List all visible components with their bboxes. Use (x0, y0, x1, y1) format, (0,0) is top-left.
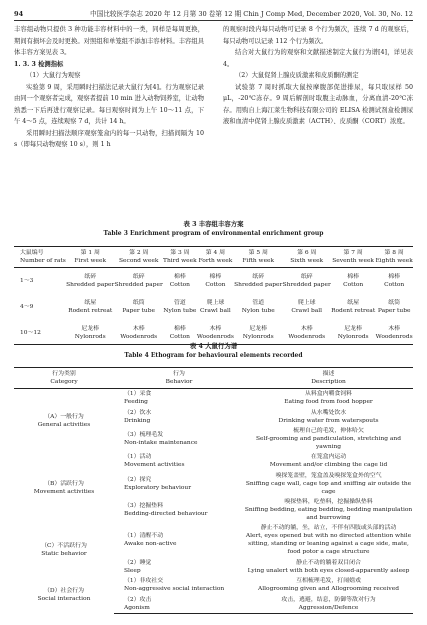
table-row (14, 389, 413, 408)
table4-description-en: Sniffing cage wall, cage top and sniffing air outside the cage (245, 480, 412, 495)
table4-behavior-en: Feeding (124, 399, 148, 406)
table3-cell-zh: 爬上球 (206, 300, 225, 306)
table3-cell-zh: 棉棒 (388, 274, 401, 280)
table3-cell (375, 268, 413, 295)
table4-header-zh: 描述 (244, 368, 413, 379)
table3-cell-en: Cotton (169, 282, 190, 288)
table3-header-en: Forth week (197, 257, 234, 268)
table4-description-zh: 静止不动的躺着双目闭合 (296, 559, 361, 566)
table4-description (244, 594, 413, 613)
paragraph: 试验第 7 周时抓取大鼠按摩腹部促进排尿，每只取尿样 50 μL，-20℃冻存。9 周后解剖时取腹主动脉血，分离血清-20℃冻存。用购自上海江莱生物科技有限公司的 ELISA 检测试剂盒检测尿液和血清中促肾上腺皮质激素（ACTH）、皮质酮（CORT）浓度。 (223, 83, 413, 125)
left-column (14, 24, 204, 151)
table3-caption-zh: 表 3 丰容组丰容方案 (183, 220, 244, 228)
table3-cell-zh: 尼龙棒 (344, 326, 362, 332)
table4-description-en: Lying unalert with both eyes closed-apparently asleep (247, 567, 410, 574)
table4-category-zh: （C）不活跃行为 (41, 542, 87, 549)
table4-description (244, 523, 413, 557)
table3-cell-zh: 纸筒 (132, 300, 145, 306)
table3-header-en: Second week (114, 257, 162, 268)
table4-behavior-zh: （2）饮水 (124, 409, 152, 416)
table3-cell-en: Woodenrods (196, 334, 234, 340)
table3-cell (331, 268, 375, 295)
table3-cell (114, 320, 162, 345)
table3-cell (163, 320, 197, 345)
table-row (14, 320, 413, 345)
table3-cell-zh: 尼龙棒 (81, 326, 100, 332)
table3-cell-en: Cotton (384, 282, 405, 288)
table3-cell-en: Shredded paper (114, 282, 163, 288)
table4-behavior-zh: （3）梳理毛发 (124, 431, 164, 438)
table4-behavior (114, 558, 244, 576)
table3-cell-zh: 管道 (173, 300, 186, 306)
paragraph: 结合对大鼠行为的观察和文献描述制定大鼠行为谱[4]，详见表 4。 (223, 49, 413, 68)
table3-cell (66, 320, 114, 345)
table4-description-en: Movement and/or climbing the cage lid (269, 462, 388, 469)
table4-header-row (14, 378, 413, 389)
table3-cell (282, 294, 330, 320)
table3-cell-en: Shredded paper (66, 282, 115, 288)
table4-behavior (114, 497, 244, 523)
table4-description-zh: 嗅探笼盖壁，笼盒盖及嗅探笼盒外的空气 (275, 472, 382, 479)
table3-header-en: Eighth week (375, 257, 413, 268)
table-row (14, 523, 413, 557)
table3-cell (234, 294, 282, 320)
table3-cell-en: Rodent retreat (68, 308, 113, 314)
table4-caption-zh: 表 4 大鼠行为谱 (189, 342, 238, 350)
page-number: 94 (14, 10, 24, 18)
table3-cell-zh: 棉棒 (209, 274, 222, 280)
table4-behavior-zh: （2）探究 (124, 476, 152, 483)
table3-cell-en: Rodent retreat (331, 308, 376, 314)
table3-cell (66, 268, 114, 295)
table4-header-en: Description (244, 378, 413, 389)
table4-caption-en: Table 4 Ethogram for behavioural elements recorded (124, 352, 303, 359)
subsection-heading: （1）大鼠行为观察 (26, 72, 81, 79)
table4-behavior-en: Sleep (124, 567, 141, 574)
table3-cell-en: Crawl ball (291, 308, 323, 314)
table3-header-zh: 第 1 周 (66, 247, 114, 258)
paragraph: 采用瞬时扫描法顺序观察笼盒内的每一只动物，扫描间隔为 10 s（即每只动物观察 10 s），则 1 h (14, 129, 204, 148)
table4-behavior-en: Non-intake maintenance (124, 439, 198, 446)
table3-cell-en: Paper tube (377, 308, 411, 314)
table3-cell (163, 294, 197, 320)
table4-behavior (114, 407, 244, 425)
table3-cell (331, 320, 375, 345)
table4-behavior-en: Drinking (124, 417, 151, 424)
right-column (223, 24, 413, 128)
table3-header-en: Number of rats (14, 257, 66, 268)
table4-description-zh: 在笼盒内运动 (310, 454, 347, 461)
table4-caption (0, 342, 427, 360)
table3-rat-group: 10～12 (14, 320, 66, 345)
table3-cell-zh: 纸碎 (300, 274, 313, 280)
paragraph: 的观察时段内每只动物可记录 8 个行为频次，连续 7 d 的观察后，每只动物可以记录 112 个行为频次。 (223, 26, 413, 45)
paragraph: 丰容组动物只提供 3 种功能丰容材料中的一类，同样是每周更换，期间有损坏会及时更换。对照组和单笼组不添加丰容材料。丰容组具体丰容方案见表 3。 (14, 26, 204, 56)
table4-behavior-en: Exploratory behaviour (124, 484, 192, 491)
table3-cell (114, 268, 162, 295)
table3-header-en: Third week (163, 257, 197, 268)
table4-category-en: Static behavior (41, 550, 87, 557)
table3-header-en: Sixth week (282, 257, 330, 268)
table4-description-en: Aggression/Defence (298, 604, 359, 611)
table4-description-en: Alert, eyes opened but with no directed attention while sitting, standing or leaning against a cage side, mate, food potor a cage structure (245, 533, 412, 556)
table4-description-en: Drinking water from waterspouts (278, 417, 379, 424)
table3-header-en: Fifth week (234, 257, 282, 268)
table3-cell (114, 294, 162, 320)
table4-description (244, 452, 413, 470)
table4-header-zh: 行为类别 (14, 368, 114, 379)
table4-behavior-zh: （1）活动 (124, 454, 152, 461)
table4-category-en: General activities (37, 421, 91, 428)
table3-cell (197, 320, 234, 345)
table4-behavior-zh: （2）攻击 (124, 596, 152, 603)
table4-behavior-en: Non-aggressive social interaction (124, 586, 225, 593)
table3-cell (197, 268, 234, 295)
table3-cell-en: Cotton (343, 282, 364, 288)
table4-behavior-en: Awake non-active (124, 541, 177, 548)
table3-cell (234, 268, 282, 295)
table3-cell-en: Shredded paper (282, 282, 331, 288)
table3-rat-group: 4～9 (20, 304, 34, 310)
table-row (14, 294, 413, 320)
table-row (14, 268, 413, 295)
table4-description-en: Self-grooming and pandiculation, stretching and yawning (255, 435, 401, 450)
table4-behavior-en: Agonism (124, 604, 150, 611)
table4 (14, 367, 413, 614)
table3-cell-zh: 纸碎 (252, 274, 265, 280)
paragraph: 实验第 9 周，采用瞬时扫描法记录大鼠行为[4]。行为观察记录由同一个观察者完成，观察者提前 10 min 进入动物饲养室，让动物熟悉一下后再进行观察记录。每日观察时间为上午 10～11 点，下午 4～5 点，连续观察 7 d，共计 14 h。 (14, 83, 204, 125)
table4-header-zh: 行为 (114, 368, 244, 379)
table3-cell-en: Paper tube (122, 308, 155, 314)
running-header (14, 8, 413, 21)
table4-description-zh: 嗅探垫料，吃垫料，挖掘操纵垫料 (284, 499, 373, 506)
table3-cell (234, 320, 282, 345)
table4-behavior (114, 389, 244, 408)
table3-header-zh: 第 2 周 (114, 247, 162, 258)
table4-description (244, 426, 413, 452)
table4-category-zh: （A）一般行为 (44, 413, 84, 420)
table4-description (244, 407, 413, 425)
table3-cell-zh: 尼龙棒 (249, 326, 268, 332)
table4-description (244, 497, 413, 523)
subsection-heading: （2）大鼠促肾上腺皮质激素和皮质酮的测定 (235, 72, 359, 79)
table3-cell-en: Crawl ball (200, 308, 231, 314)
body-columns (14, 24, 413, 214)
section-heading: 1. 3. 3 检测指标 (14, 60, 64, 68)
table4-header-row (14, 368, 413, 379)
table4-category-en: Social interaction (37, 595, 91, 602)
table3-cell (331, 294, 375, 320)
table4-category (14, 389, 114, 453)
table4-description (244, 389, 413, 408)
table3-cell (66, 294, 114, 320)
table3-header-zh: 第 4 周 (197, 247, 234, 258)
table3-cell-zh: 纸屋 (347, 300, 360, 306)
table3-cell-en: Woodenrods (288, 334, 326, 340)
table3-cell-zh: 纸碎 (132, 274, 145, 280)
table3-cell-en: Nylonrods (337, 334, 369, 340)
table4-behavior (114, 471, 244, 497)
table4-category-zh: （B）活跃行为 (44, 480, 84, 487)
table3-cell-en: Shredded paper (234, 282, 283, 288)
table3-cell-zh: 管道 (252, 300, 265, 306)
table3-cell (163, 268, 197, 295)
table3-header-zh: 大鼠编号 (14, 247, 66, 258)
table3-header-zh: 第 7 周 (331, 247, 375, 258)
table3-cell-zh: 棉棒 (173, 274, 186, 280)
table3-cell-zh: 木棒 (300, 326, 313, 332)
table3-header-en: First week (66, 257, 114, 268)
table4-behavior-zh: （3）挖掘垫料 (124, 503, 164, 510)
table3-cell-en: Woodenrods (375, 334, 413, 340)
table4-description-zh: 梳理自己的毛发，伸体哈欠 (293, 427, 364, 434)
table3-cell-en: Nylon tube (241, 308, 275, 314)
table4-behavior-zh: （2）睡觉 (124, 559, 152, 566)
table4-description-en: Allogrooming given and Allogrooming received (258, 586, 399, 593)
table3-cell-zh: 木棒 (388, 326, 401, 332)
table3-cell-zh: 木棒 (132, 326, 145, 332)
table4-description (244, 558, 413, 576)
table4-behavior (114, 576, 244, 594)
table3-cell-en: Nylon tube (163, 308, 197, 314)
table4-description-en: Sniffing bedding, eating bedding, bedding manipulation and burrowing (244, 507, 413, 522)
table3-cell-zh: 纸碎 (84, 274, 97, 280)
table4-description-zh: 静止不动的躺，坐，站立，不伴有四肢或头部的活动 (260, 525, 397, 532)
table4-behavior-zh: （1）清醒不动 (124, 533, 164, 540)
table3 (14, 246, 413, 345)
table4-behavior-zh: （1）采食 (124, 391, 152, 398)
journal-title: 中国比较医学杂志 2020 年 12 月第 30 卷第 12 期 Chin J Comp Med, December 2020, Vol. 30, No. 12 (90, 10, 413, 18)
table4-behavior (114, 452, 244, 470)
table4-description (244, 576, 413, 594)
table4-description-en: Eating food from food hopper (284, 399, 373, 406)
table3-cell (282, 320, 330, 345)
table3-cell-en: Cotton (205, 282, 226, 288)
table3-cell-zh: 棉棒 (347, 274, 360, 280)
table3-cell-en: Nylonrods (242, 334, 274, 340)
table4-header-en: Behavior (114, 378, 244, 389)
table3-cell (375, 320, 413, 345)
table4-category-en: Movement activities (33, 488, 95, 495)
table4-header-en: Category (14, 378, 114, 389)
table3-header-en: Seventh week (331, 257, 375, 268)
table3-caption (0, 220, 427, 238)
table4-behavior (114, 594, 244, 613)
table3-cell-zh: 纸筒 (388, 300, 401, 306)
table3-header-zh: 第 5 周 (234, 247, 282, 258)
table3-cell-zh: 棉棒 (173, 326, 186, 332)
table4-category (14, 576, 114, 613)
table4-category-zh: （D）社会行为 (43, 587, 85, 594)
table4-behavior (114, 523, 244, 557)
table4-category (14, 452, 114, 523)
table3-caption-en: Table 3 Enrichment program of environmental enrichment group (103, 230, 324, 237)
table3-header-row (14, 247, 413, 258)
table3-cell-zh: 木棒 (209, 326, 222, 332)
table3-cell (282, 268, 330, 295)
table4-behavior (114, 426, 244, 452)
table4-behavior-en: Movement activities (124, 462, 185, 469)
table3-cell-en: Cotton (169, 334, 190, 340)
table3-header-zh: 第 6 周 (282, 247, 330, 258)
table3-cell (197, 294, 234, 320)
table3-cell-zh: 爬上球 (297, 300, 316, 306)
table3-header-zh: 第 8 周 (375, 247, 413, 258)
table4-description-zh: 互相梳理毛发，打闹嬉戏 (296, 578, 361, 585)
table3-cell-en: Nylonrods (74, 334, 106, 340)
table3-header-zh: 第 3 周 (163, 247, 197, 258)
table4-description-zh: 从水嘴处饮水 (310, 409, 347, 416)
table4-category (14, 523, 114, 576)
table4-behavior-en: Bedding-directed behaviour (124, 511, 208, 518)
table3-cell-zh: 纸屋 (84, 300, 97, 306)
table-row (14, 576, 413, 594)
table3-header-row (14, 257, 413, 268)
table3-cell (375, 294, 413, 320)
table3-rat-group: 1～3 (20, 278, 34, 284)
table3-cell-en: Woodenrods (120, 334, 158, 340)
table4-description-zh: 攻击，逃避，结息，防御等敌对行为 (281, 596, 376, 603)
table4-description-zh: 从料盒内嚼食饲料 (304, 391, 353, 398)
table4-description (244, 471, 413, 497)
table4-behavior-zh: （1）非攻社交 (124, 578, 164, 585)
table-row (14, 452, 413, 470)
